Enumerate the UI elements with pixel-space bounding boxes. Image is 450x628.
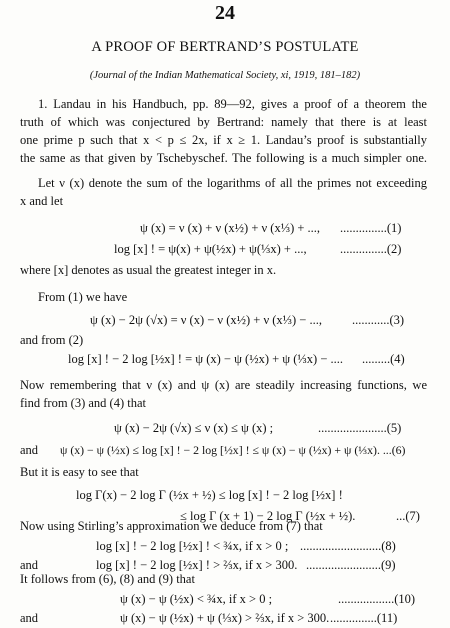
equation-1-number: ...............(1) — [340, 221, 402, 235]
follows-text: It follows from (6), (8) and (9) that — [20, 572, 195, 586]
equation-9-number: ........................(9) — [306, 558, 396, 572]
equation-4-number: .........(4) — [362, 352, 405, 366]
para1-line4: the same as that given by Tschebyschef. The following is a much simpler one. — [20, 151, 427, 165]
equation-5-number: ......................(5) — [318, 421, 402, 435]
paper-title: A PROOF OF BERTRAND’S POSTULATE — [91, 39, 359, 55]
equation-11-number: ...............(11) — [330, 611, 398, 625]
equation-2: log [x] ! = ψ(x) + ψ(½x) + ψ(⅓x) + ..., — [114, 242, 307, 256]
para1-line1: 1. Landau in his Handbuch, pp. 89—92, gives a proof of a theorem the — [38, 97, 427, 111]
para2-line2: x and let — [20, 194, 64, 208]
equation-2-number: ...............(2) — [340, 242, 402, 256]
equation-10: ψ (x) − ψ (½x) < ¾x, if x > 0 ; — [120, 592, 273, 606]
where-text: where [x] denotes as usual the greatest integer in x. — [20, 263, 277, 277]
page-number: 24 — [215, 2, 235, 24]
equation-7a: log Γ(x) − 2 log Γ (½x + ½) ≤ log [x] ! − 2 log [½x] ! — [76, 488, 343, 502]
equation-10-number: ..................(10) — [338, 592, 416, 606]
equation-9-and: and — [20, 558, 39, 572]
easy-text: But it is easy to see that — [20, 465, 139, 479]
para1-line2: truth of which was conjectured by Bertrand: namely that there is at least — [20, 115, 427, 129]
equation-8: log [x] ! − 2 log [½x] ! < ¾x, if x > 0 ; — [96, 539, 289, 553]
equation-5: ψ (x) − 2ψ (√x) ≤ ν (x) ≤ ψ (x) ; — [114, 421, 274, 435]
equation-3: ψ (x) − 2ψ (√x) = ν (x) − ν (x½) + ν (x⅓) − ..., — [90, 313, 322, 327]
equation-7b: ≤ log Γ (x + 1) − 2 log Γ (½x + ½). — [180, 509, 356, 523]
equation-9: log [x] ! − 2 log [½x] ! > ⅔x, if x > 300. — [96, 558, 298, 572]
equation-4: log [x] ! − 2 log [½x] ! = ψ (x) − ψ (½x) + ψ (⅓x) − .... — [68, 352, 343, 366]
equation-3-number: ............(3) — [352, 313, 405, 327]
equation-7-number: ...(7) — [396, 509, 420, 523]
para1-line3: one prime p such that x < p ≤ 2x, if x ≥ 1. Landau’s proof is substantially — [20, 133, 427, 147]
equation-6-and: and — [20, 443, 39, 457]
from-2-text: and from (2) — [20, 333, 84, 347]
para3-line1: Now remembering that ν (x) and ψ (x) are steadily increasing functions, we — [20, 378, 427, 392]
equation-8-number: ..........................(8) — [300, 539, 396, 553]
journal-reference: (Journal of the Indian Mathematical Society, xi, 1919, 181–182) — [89, 70, 361, 81]
equation-6: ψ (x) − ψ (½x) ≤ log [x] ! − 2 log [½x] ! ≤ ψ (x) − ψ (½x) + ψ (⅓x). ...(6) — [60, 443, 406, 457]
equation-11: ψ (x) − ψ (½x) + ψ (⅓x) > ⅔x, if x > 300. — [120, 611, 330, 625]
from-1-text: From (1) we have — [38, 290, 128, 304]
stirling-text: Now using Stirling’s approximation we deduce from (7) that — [20, 519, 323, 533]
para3-line2: find from (3) and (4) that — [20, 396, 147, 410]
equation-1: ψ (x) = ν (x) + ν (x½) + ν (x⅓) + ..., — [140, 221, 321, 235]
para2-line1: Let ν (x) denote the sum of the logarithms of all the primes not exceeding — [38, 176, 427, 190]
equation-11-and: and — [20, 611, 39, 625]
